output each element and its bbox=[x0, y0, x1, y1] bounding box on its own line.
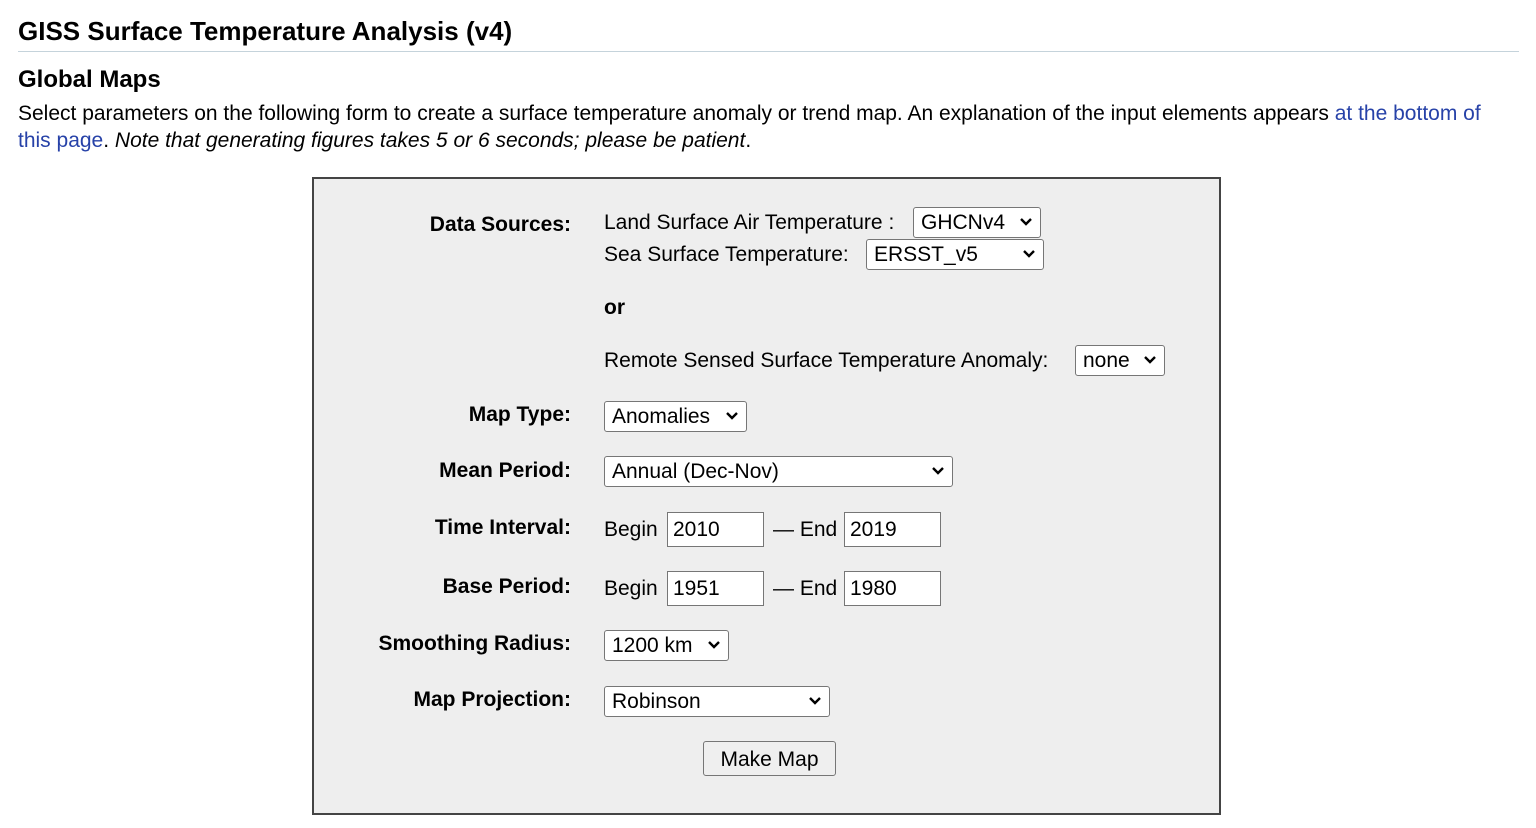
chevron-down-icon bbox=[725, 411, 739, 421]
land-surface-selected-value: GHCNv4 bbox=[921, 211, 1006, 234]
title-divider bbox=[18, 51, 1519, 52]
base-period-begin-label: Begin bbox=[604, 577, 658, 600]
base-period-begin-input[interactable] bbox=[667, 571, 764, 606]
chevron-down-icon bbox=[1019, 217, 1033, 227]
smoothing-radius-select[interactable] bbox=[604, 630, 729, 661]
data-sources-label: Data Sources: bbox=[429, 213, 571, 236]
chevron-down-icon bbox=[808, 696, 822, 706]
map-projection-label: Map Projection: bbox=[413, 688, 571, 711]
base-period-end-label: — End bbox=[773, 577, 838, 600]
remote-sensed-selected-value: none bbox=[1083, 349, 1130, 372]
intro-paragraph bbox=[18, 100, 1498, 154]
mean-period-label: Mean Period: bbox=[439, 459, 571, 482]
chevron-down-icon bbox=[1022, 249, 1036, 259]
sea-surface-label: Sea Surface Temperature: bbox=[604, 243, 849, 266]
page-title: GISS Surface Temperature Analysis (v4) bbox=[18, 16, 513, 46]
or-separator: or bbox=[604, 296, 625, 319]
map-type-selected-value: Anomalies bbox=[612, 405, 711, 428]
land-surface-select[interactable] bbox=[913, 207, 1041, 238]
bottom-of-page-link[interactable]: at the bottom of this page bbox=[18, 102, 1481, 152]
chevron-down-icon bbox=[1143, 355, 1157, 365]
time-interval-end-input[interactable] bbox=[844, 512, 941, 547]
intro-link-trailer: . bbox=[103, 129, 115, 152]
base-period-label: Base Period: bbox=[442, 575, 571, 598]
section-title: Global Maps bbox=[18, 66, 161, 93]
chevron-down-icon bbox=[707, 640, 721, 650]
mean-period-select[interactable] bbox=[604, 456, 953, 487]
land-surface-label: Land Surface Air Temperature : bbox=[604, 211, 895, 234]
time-interval-end-label: — End bbox=[773, 518, 838, 541]
intro-text: Select parameters on the following form to create a surface temperature anomaly or trend map. An explanation of the input elements appears bbox=[18, 102, 1335, 125]
chevron-down-icon bbox=[931, 466, 945, 476]
smoothing-radius-label: Smoothing Radius: bbox=[378, 632, 571, 655]
base-period-end-input[interactable] bbox=[844, 571, 941, 606]
remote-sensed-select[interactable] bbox=[1075, 345, 1165, 376]
sea-surface-selected-value: ERSST_v5 bbox=[874, 243, 978, 266]
make-map-button[interactable]: Make Map bbox=[703, 741, 836, 776]
map-type-select[interactable] bbox=[604, 401, 747, 432]
time-interval-label: Time Interval: bbox=[434, 516, 571, 539]
intro-note-end: . bbox=[745, 129, 752, 152]
map-type-label: Map Type: bbox=[468, 403, 571, 426]
time-interval-begin-label: Begin bbox=[604, 518, 658, 541]
map-form bbox=[312, 177, 1221, 815]
smoothing-radius-selected-value: 1200 km bbox=[612, 634, 693, 657]
map-projection-selected-value: Robinson bbox=[612, 690, 701, 713]
intro-note: Note that generating figures takes 5 or 6 seconds; please be patient bbox=[114, 129, 746, 152]
sea-surface-select[interactable] bbox=[866, 239, 1044, 270]
map-projection-select[interactable] bbox=[604, 686, 830, 717]
remote-sensed-label: Remote Sensed Surface Temperature Anomaly: bbox=[604, 349, 1049, 372]
time-interval-begin-input[interactable] bbox=[667, 512, 764, 547]
mean-period-selected-value: Annual (Dec-Nov) bbox=[612, 460, 779, 483]
